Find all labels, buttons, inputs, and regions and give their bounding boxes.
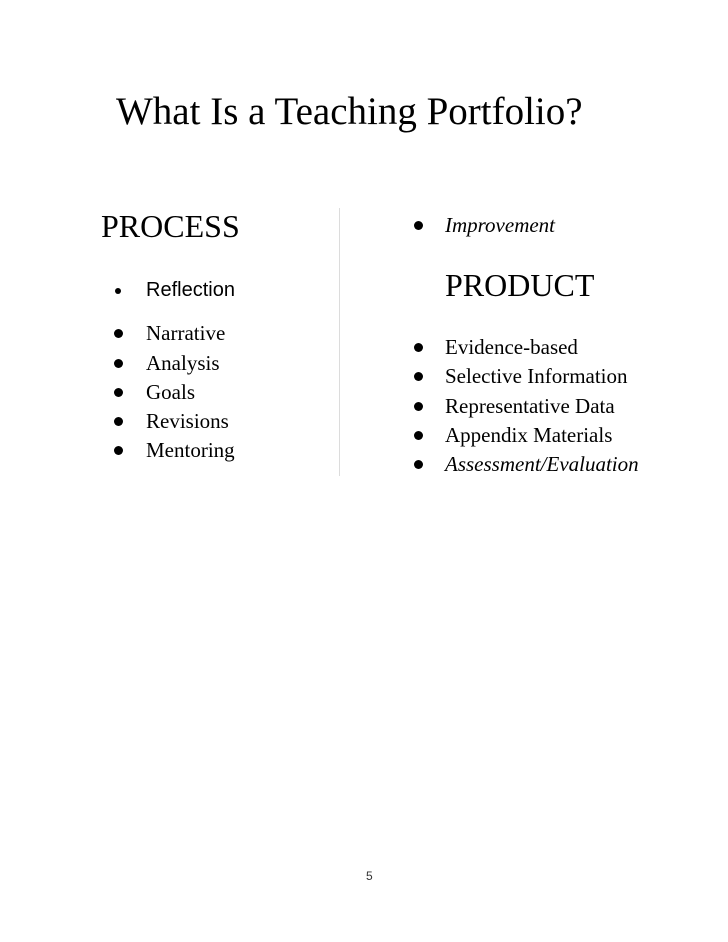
list-item-label: Mentoring — [146, 438, 235, 462]
list-item-label: Selective Information — [445, 364, 628, 388]
bullet-icon — [114, 417, 123, 426]
page-number: 5 — [366, 869, 373, 883]
bullet-icon — [414, 221, 423, 230]
bullet-icon — [114, 359, 123, 368]
list-item-label: Appendix Materials — [445, 423, 613, 447]
list-item-label: Narrative — [146, 321, 226, 345]
bullet-icon — [114, 329, 123, 338]
bullet-icon — [114, 446, 123, 455]
bullet-icon — [414, 460, 423, 469]
bullet-icon — [414, 372, 423, 381]
list-item-label: Reflection — [146, 279, 235, 301]
bullet-icon — [414, 343, 423, 352]
process-heading: PROCESS — [101, 208, 240, 244]
list-item-label: Assessment/Evaluation — [445, 452, 639, 476]
list-item-label: Analysis — [146, 351, 220, 375]
list-item-label: Evidence-based — [445, 335, 578, 359]
bullet-icon — [114, 388, 123, 397]
list-item-label: Improvement — [445, 213, 556, 237]
bullet-icon — [414, 402, 423, 411]
bullet-icon — [414, 431, 423, 440]
column-divider — [339, 208, 340, 476]
page-title: What Is a Teaching Portfolio? — [116, 90, 583, 133]
bullet-icon — [115, 288, 121, 294]
list-item-label: Goals — [146, 380, 195, 404]
list-item-label: Representative Data — [445, 394, 615, 418]
product-heading: PRODUCT — [445, 267, 595, 303]
list-item-label: Revisions — [146, 409, 229, 433]
